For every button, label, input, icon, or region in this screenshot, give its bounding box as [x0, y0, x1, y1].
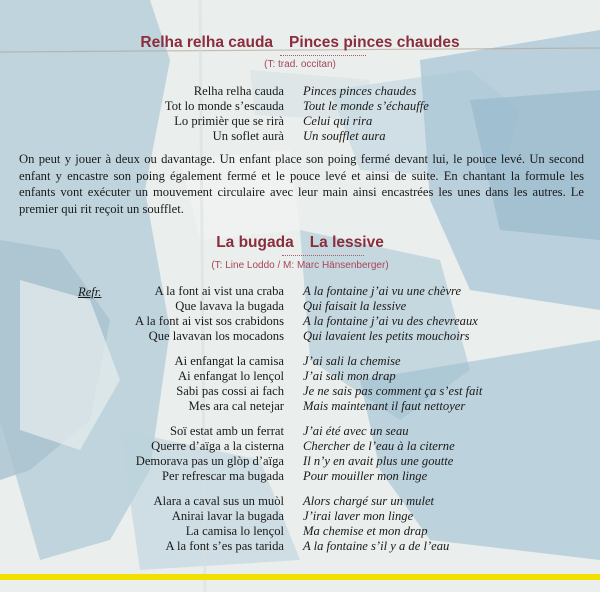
verse-french: Pour mouiller mon linge — [303, 469, 428, 483]
verse-french: J’ai sali mon drap — [303, 369, 396, 383]
verse-occitan: La camisa lo lençol — [185, 524, 284, 538]
refrain-label: Refr. — [78, 285, 102, 299]
verse-occitan: Alara a caval sus un muòl — [153, 494, 284, 508]
verse-line — [0, 99, 600, 114]
verse-french: Qui faisait la lessive — [303, 299, 407, 313]
song2-title-french: La lessive — [309, 234, 384, 251]
verse-line — [0, 384, 600, 399]
verse-occitan: Un soflet aurà — [212, 129, 284, 143]
verse-occitan: Mes ara cal netejar — [188, 399, 284, 413]
song1-title-occitan: Relha relha cauda — [140, 34, 274, 51]
verse-occitan: Soï estat amb un ferrat — [169, 424, 284, 438]
verse-french: A la fontaine s’il y a de l’eau — [303, 539, 450, 553]
verse-line — [0, 329, 600, 344]
verse-french: Tout le monde s’échauffe — [303, 99, 429, 113]
verse-french: Un soufflet aura — [303, 129, 386, 143]
verse-french: Alors chargé sur un mulet — [303, 494, 435, 508]
verse-occitan: Que lavavan los mocadons — [148, 329, 284, 343]
stanza — [0, 424, 600, 484]
verse-occitan: Ai enfangat la camisa — [174, 354, 284, 368]
song1-title — [0, 34, 600, 52]
verse-french: J’irai laver mon linge — [303, 509, 414, 523]
stanza — [0, 354, 600, 414]
accent-band — [0, 574, 600, 580]
verse-line — [0, 284, 600, 299]
verse-occitan: A la font ai vist sos crabidons — [134, 314, 284, 328]
title-divider — [280, 55, 366, 56]
verse-occitan: Anirai lavar la bugada — [171, 509, 284, 523]
verse-line — [0, 424, 600, 439]
verse-line — [0, 454, 600, 469]
verse-french: Ma chemise et mon drap — [303, 524, 428, 538]
verse-french: Mais maintenant il faut nettoyer — [303, 399, 466, 413]
verse-occitan: Ai enfangat lo lençol — [178, 369, 284, 383]
verse-french: J’ai été avec un seau — [303, 424, 409, 438]
verse-occitan: Demorava pas un glòp d’aïga — [135, 454, 284, 468]
verse-line — [0, 114, 600, 129]
song1-title-french: Pinces pinces chaudes — [289, 34, 460, 51]
verse-occitan: A la font s’es pas tarida — [165, 539, 284, 553]
verse-occitan: Querre d’aïga a la cisterna — [151, 439, 284, 453]
verse-line — [0, 509, 600, 524]
verse-occitan: Per refrescar ma bugada — [161, 469, 284, 483]
verse-french: A la fontaine j’ai vu une chèvre — [303, 284, 462, 298]
stanza — [0, 284, 600, 344]
verse-french: Qui lavaient les petits mouchoirs — [303, 329, 470, 343]
verse-occitan: Lo primièr que se rirà — [174, 114, 284, 128]
verse-line — [0, 539, 600, 554]
song1-credit: (T: trad. occitan) — [264, 59, 336, 70]
verse-line — [0, 494, 600, 509]
verse-line — [0, 129, 600, 144]
verse-line — [0, 469, 600, 484]
verse-french: J’ai sali la chemise — [303, 354, 401, 368]
verse-line — [0, 354, 600, 369]
verse-line — [0, 524, 600, 539]
verse-line — [0, 399, 600, 414]
verse-occitan: Tot lo monde s’escauda — [164, 99, 284, 113]
verse-french: Chercher de l’eau à la citerne — [303, 439, 455, 453]
verse-occitan: A la font ai vist una craba — [154, 284, 284, 298]
verse-line — [0, 369, 600, 384]
stanza — [0, 494, 600, 554]
song2-credit: (T: Line Loddo / M: Marc Hänsenberger) — [211, 260, 389, 271]
verse-line — [0, 299, 600, 314]
verse-occitan: Que lavava la bugada — [175, 299, 284, 313]
instructions-paragraph: On peut y jouer à deux ou davantage. Un enfant place son poing fermé devant lui, le pouce levé. Un second enfant y encastre son poing également fermé et le pouce levé et ainsi de suite. En chantant la formule les enfants vont exécuter un mouvement circulaire avec leur main ainsi encastrées les unes dans les autres. Le premier qui rit reçoit un soufflet. — [19, 152, 584, 216]
song2-title — [0, 234, 600, 252]
verse-french: Je ne sais pas comment ça s’est fait — [303, 384, 483, 398]
verse-occitan: Sabi pas cossi ai fach — [176, 384, 284, 398]
verse-line — [0, 84, 600, 99]
verse-line — [0, 314, 600, 329]
verse-french: Il n’y en avait plus une goutte — [303, 454, 454, 468]
verse-french: A la fontaine j’ai vu des chevreaux — [303, 314, 478, 328]
title-divider — [282, 255, 364, 256]
verse-line — [0, 439, 600, 454]
verse-occitan: Relha relha cauda — [193, 84, 284, 98]
verse-french: Celui qui rira — [303, 114, 373, 128]
song1-verse — [0, 84, 600, 144]
verse-french: Pinces pinces chaudes — [303, 84, 417, 98]
song2-title-occitan: La bugada — [216, 234, 294, 251]
